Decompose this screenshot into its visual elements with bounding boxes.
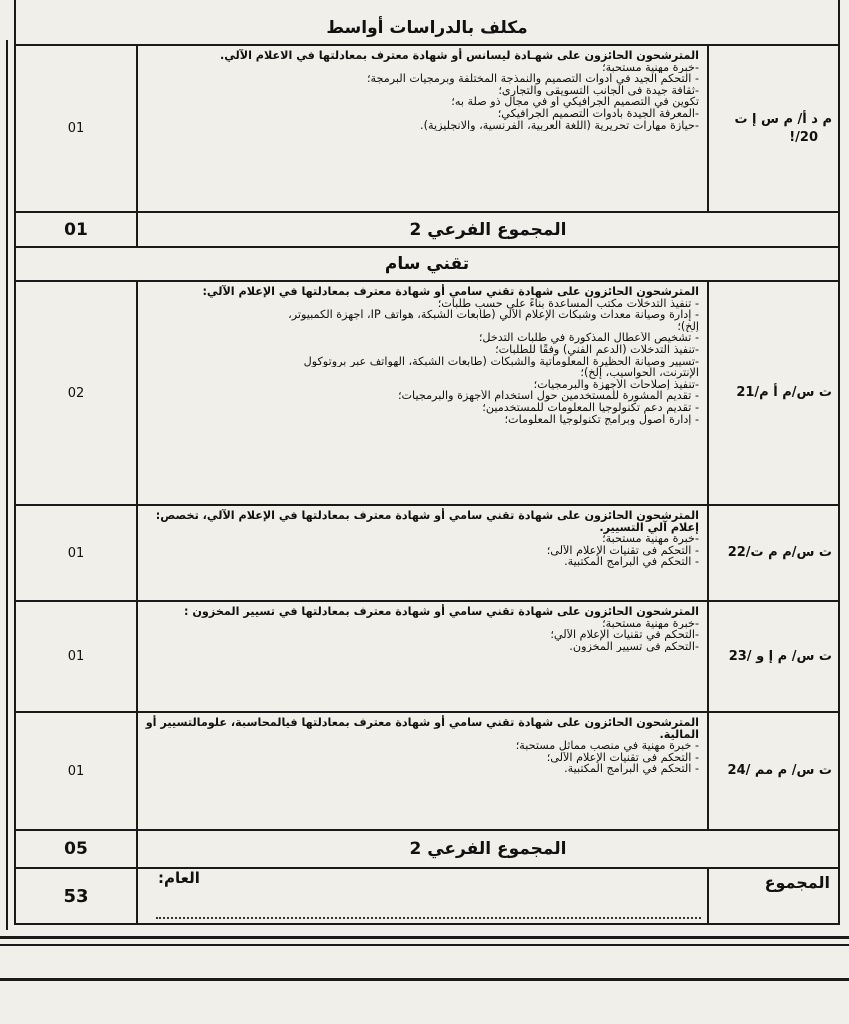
positions-table — [14, 0, 840, 925]
requirement-line: إلخ)؛ — [677, 320, 699, 333]
row-requirements — [137, 45, 708, 212]
requirement-line: -حيازة مهارات تحريرية (اللغة العربية، الفرنسية، والانجليزية). — [420, 119, 699, 132]
section-title-technician — [15, 247, 839, 281]
requirement-line: - تقديم المشورة للمستخدمين حول استخدام الأجهزة والبرمجيات؛ — [397, 390, 699, 402]
page-bottom-rule — [0, 944, 849, 946]
requirement-line: - التحكم الجيد في أدوات التصميم والنمذجة المختلفة وبرمجيات البرمجة؛ — [366, 73, 699, 85]
row-quantity: 01 — [15, 601, 137, 712]
row-code: ت س/ م إ و /23 — [708, 601, 839, 712]
total-label: المجموع — [708, 868, 839, 924]
requirements-lead: المترشحون الحائزون على شهـادة ليسانس أو شهادة معترف بمعادلتها في الاعلام الآلي. — [219, 49, 699, 62]
requirement-line: - التحكم في تقنيات الإعلام الآلي؛ — [546, 544, 699, 557]
requirement-line: - تنفيذ التدخلات مكتب المساعدة بناءً على حسب طلبات؛ — [437, 297, 699, 310]
subtotal-label: المجموع الفرعي 2 — [137, 212, 839, 247]
row-code — [708, 45, 839, 212]
subtotal-row — [15, 830, 839, 868]
row-quantity: 01 — [15, 45, 137, 212]
requirement-line: -تنفيذ إصلاحات الأجهزة والبرمجيات؛ — [533, 378, 699, 391]
subtotal-label: المجموع الفرعي 2 — [137, 830, 839, 868]
requirements-lead: المترشحون الحائزون على شهادة تقني سامي أو شهادة معترف بمعادلتها في تسيير المخزون : — [184, 605, 699, 618]
requirements-lead: المترشحون الحائزون على شهادة تقني سامي أو شهادة معترف بمعادلتها في الإعلام الآلي: — [202, 285, 699, 298]
subtotal-row — [15, 212, 839, 247]
requirements-lead: المترشحون الحائزون على شهادة تقني سامي أو شهادة معترف بمعادلتها فيالمحاسبة، علومالتسيير أو المالية. — [145, 716, 699, 741]
requirement-line: - تقديم دعم تكنولوجيا المعلومات للمستخدمين؛ — [482, 401, 699, 414]
row-quantity: 01 — [15, 505, 137, 601]
section-title-text: مكلف بالدراسات أواسط — [326, 18, 528, 38]
section-title-text: تقني سام — [384, 254, 470, 274]
table-row — [15, 281, 839, 505]
row-requirements — [137, 505, 708, 601]
requirements-lead: المترشحون الحائزون على شهادة تقني سامي أو شهادة معترف بمعادلتها في الإعلام الآلي، تخصص: إعلام آلي التسيير. — [155, 509, 699, 534]
total-general-cell — [137, 868, 708, 924]
requirement-line: - تشخيص الأعطال المذكورة في طلبات التدخل؛ — [478, 332, 699, 344]
requirement-line: -خبرة مهنية مستحبة؛ — [602, 617, 699, 630]
subtotal-value: 05 — [15, 830, 137, 868]
row-requirements — [137, 601, 708, 712]
row-code: ت س/م م ت/22 — [708, 505, 839, 601]
requirement-line: -تنفيذ التدخلات (الدعم الفني) وفقًا للطلبات؛ — [495, 343, 699, 356]
table-row — [15, 601, 839, 712]
requirement-line: - التحكم في البرامج المكتبية. — [564, 556, 699, 568]
requirement-line: - التحكم في تقنيات الإعلام الآلي؛ — [546, 751, 699, 764]
requirement-line: - خبرة مهنية في منصب مماثل مستحبة؛ — [515, 740, 699, 752]
requirement-line: -المعرفة الجيدة بأدوات التصميم الجرافيكي؛ — [497, 107, 699, 120]
table-row — [15, 45, 839, 212]
row-quantity: 02 — [15, 281, 137, 505]
requirement-line: -خبرة مهنية مستحبة؛ — [602, 533, 699, 545]
table-row — [15, 712, 839, 830]
requirement-line: -ثقافة جيدة في الجانب التسويقي والتجاري؛ — [498, 84, 699, 97]
total-value: 53 — [15, 868, 137, 924]
requirement-line: -تسيير وصيانة الحظيرة المعلوماتية والشبكات (طابعات الشبكة، الهواتف عبر بروتوكول — [303, 355, 699, 368]
requirement-line: - إدارة أصول وبرامج تكنولوجيا المعلومات؛ — [504, 413, 699, 426]
row-requirements — [137, 712, 708, 830]
requirement-line: -التحكم في تسيير المخزون. — [569, 640, 699, 653]
total-general-label: العام: — [158, 869, 200, 887]
positions-table-wrapper — [14, 0, 838, 925]
page-bottom-rule — [0, 936, 849, 939]
requirement-line: - إدارة وصيانة معدات وشبكات الإعلام الآلي (طابعات الشبكة، هواتف IP، أجهزة الكمبيوتر، — [288, 309, 699, 321]
section-title-studies — [15, 0, 839, 45]
subtotal-value: 01 — [15, 212, 137, 247]
dotted-fill-line — [156, 917, 701, 919]
row-requirements — [137, 281, 708, 505]
requirement-line: - التحكم في البرامج المكتبية. — [564, 763, 699, 775]
row-code: ت س/ م مم /24 — [708, 712, 839, 830]
requirement-line: الإنترنت، الحواسيب، إلخ)؛ — [580, 367, 699, 379]
page-bottom-rule — [0, 978, 849, 981]
outer-border-left — [6, 40, 12, 930]
row-quantity: 01 — [15, 712, 137, 830]
row-code-line: 20/! — [789, 129, 818, 145]
row-code-line: م د أ/ م س إ ت — [734, 111, 832, 127]
requirement-line: تكوين في التصميم الجرافيكي أو في مجال ذو صلة به؛ — [451, 96, 699, 108]
requirement-line: -خبرة مهنية مستحبة؛ — [602, 61, 699, 74]
table-row — [15, 505, 839, 601]
requirement-line: -التحكم في تقنيات الإعلام الآلي؛ — [550, 629, 699, 641]
row-code: ت س/م أ م/21 — [708, 281, 839, 505]
total-row — [15, 868, 839, 924]
